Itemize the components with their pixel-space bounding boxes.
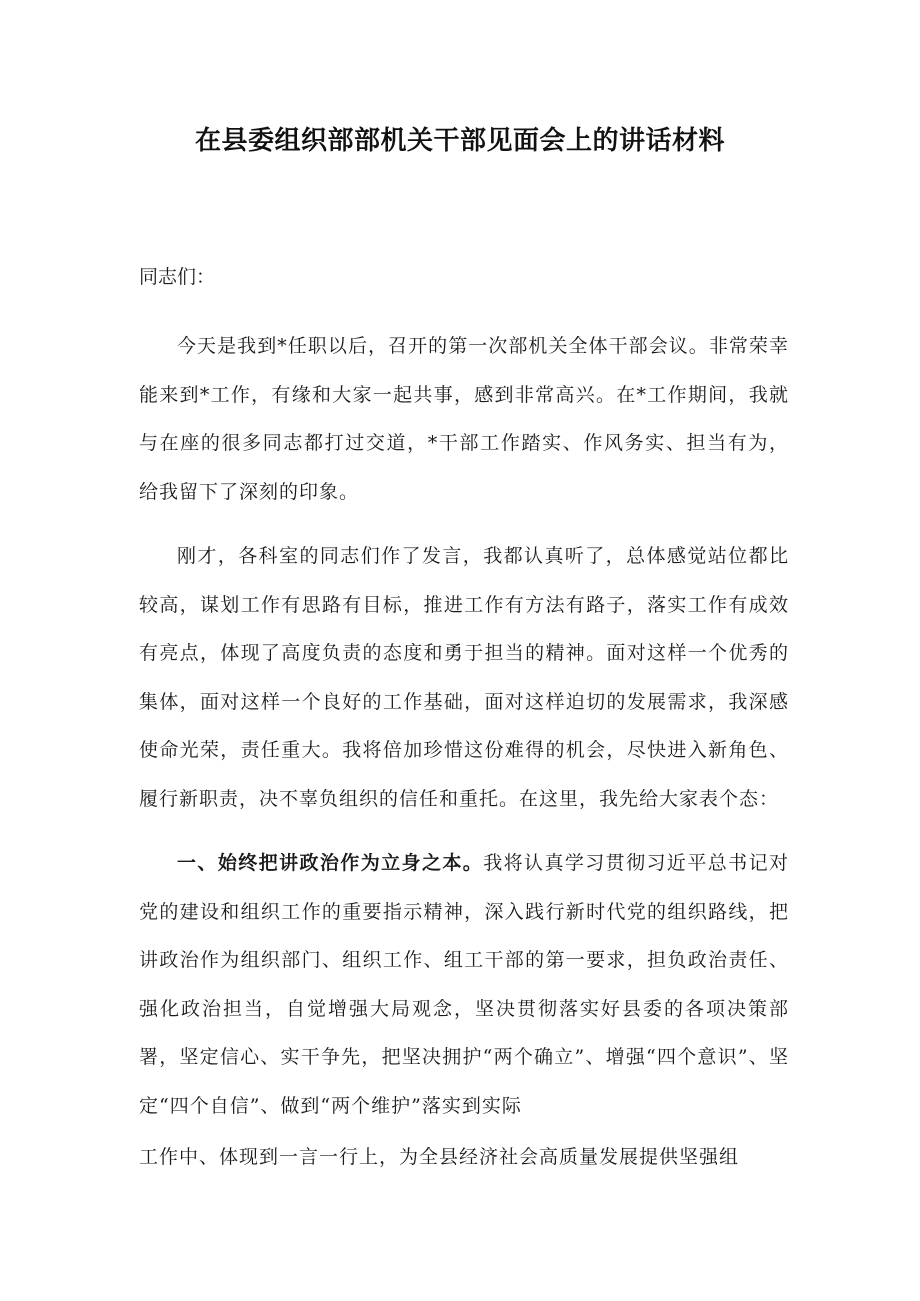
section-one-body: 我将认真学习贯彻习近平总书记对党的建设和组织工作的重要指示精神，深入践行新时代党的组织路线，把讲政治作为组织部门、组织工作、组工干部的第一要求，担负政治责任、强化政治担当，自觉增强大局观念，坚决贯彻落实好县委的各项决策部署，坚定信心、实干争先，把坚决拥护“两个确立”、增强“四个意识”、坚定“四个自信”、做到“两个维护”落实到实际 <box>139 852 789 1117</box>
paragraph-continuation: 工作中、体现到一言一行上，为全县经济社会高质量发展提供坚强组 <box>139 1146 740 1168</box>
paragraph-opening: 今天是我到*任职以后，召开的第一次部机关全体干部会议。非常荣幸能来到*工作，有缘和大家一起共事，感到非常高兴。在*工作期间，我就与在座的很多同志都打过交道，*干部工作踏实、作风务实、担当有为，给我留下了深刻的印象。 <box>139 335 789 503</box>
salutation: 同志们： <box>139 266 216 288</box>
page-title: 在县委组织部部机关干部见面会上的讲话材料 <box>194 126 725 156</box>
paragraph-section-one <box>139 839 789 1130</box>
paragraph-remarks: 刚才，各科室的同志们作了发言，我都认真听了，总体感觉站位都比较高，谋划工作有思路有目标，推进工作有方法有路子，落实工作有成效有亮点，体现了高度负责的态度和勇于担当的精神。面对这样一个优秀的集体，面对这样一个良好的工作基础，面对这样迫切的发展需求，我深感使命光荣，责任重大。我将倍加珍惜这份难得的机会，尽快进入新角色、履行新职责，决不辜负组织的信任和重托。在这里，我先给大家表个态： <box>139 545 789 810</box>
section-one-heading: 一、始终把讲政治作为立身之本。 <box>177 852 484 874</box>
